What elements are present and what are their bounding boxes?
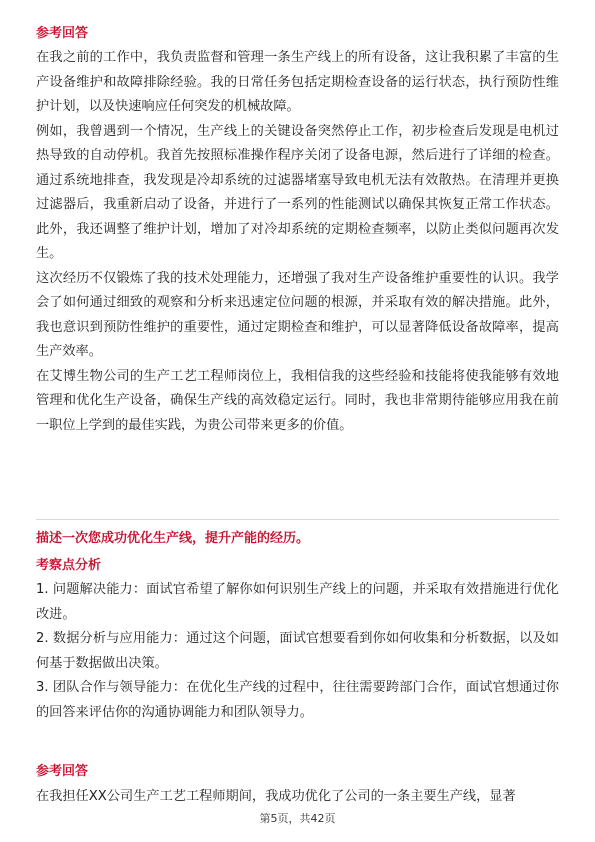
analysis-point: 3. 团队合作与领导能力：在优化生产线的过程中，往往需要跨部门合作，面试官想通过你的回答来评估你的沟通协调能力和团队领导力。 xyxy=(36,680,559,720)
analysis-points xyxy=(36,578,559,725)
interview-question: 描述一次您成功优化生产线，提升产能的经历。 xyxy=(36,531,310,546)
page-number: 第5页，共42页 xyxy=(259,812,336,825)
answer-paragraph: 这次经历不仅锻炼了我的技术处理能力，还增强了我对生产设备维护重要性的认识。我学会了如何通过细致的观察和分析来迅速定位问题的根源，并采取有效的解决措施。此外，我也意识到预防性维护的重要性，通过定期检查和维护，可以显著降低设备故障率，提高生产效率。 xyxy=(36,270,559,359)
section-heading-reference-answer-2: 参考回答 xyxy=(36,764,89,779)
section-heading-analysis: 考察点分析 xyxy=(36,558,102,573)
analysis-point: 1. 问题解决能力：面试官希望了解你如何识别生产线上的问题，并采取有效措施进行优化改进。 xyxy=(36,582,559,622)
section-heading-reference-answer: 参考回答 xyxy=(36,26,89,41)
section-divider xyxy=(36,519,559,520)
analysis-point: 2. 数据分析与应用能力：通过这个问题，面试官想要看到你如何收集和分析数据，以及如何基于数据做出决策。 xyxy=(36,631,559,671)
answer-paragraph: 在艾博生物公司的生产工艺工程师岗位上，我相信我的这些经验和技能将使我能够有效地管理和优化生产设备，确保生产线的高效稳定运行。同时，我也非常期待能够应用我在前一职位上学到的最佳实践，为贵公司带来更多的价值。 xyxy=(36,368,559,433)
reference-answer-body xyxy=(36,46,559,438)
answer-paragraph: 在我之前的工作中，我负责监督和管理一条生产线上的所有设备，这让我积累了丰富的生产设备维护和故障排除经验。我的日常任务包括定期检查设备的运行状态，执行预防性维护计划，以及快速响应任何突发的机械故障。 xyxy=(36,50,559,114)
reference-answer-body-2 xyxy=(36,785,559,810)
answer-paragraph: 例如，我曾遇到一个情况，生产线上的关键设备突然停止工作，初步检查后发现是电机过热导致的自动停机。我首先按照标准操作程序关闭了设备电源，然后进行了详细的检查。通过系统地排查，我发现是冷却系统的过滤器堵塞导致电机无法有效散热。在清理并更换过滤器后，我重新启动了设备，并进行了一系列的性能测试以确保其恢复正常工作状态。此外，我还调整了维护计划，增加了对冷却系统的定期检查频率，以防止类似问题再次发生。 xyxy=(36,123,559,261)
answer-paragraph: 在我担任XX公司生产工艺工程师期间，我成功优化了公司的一条主要生产线，显著 xyxy=(36,789,516,804)
